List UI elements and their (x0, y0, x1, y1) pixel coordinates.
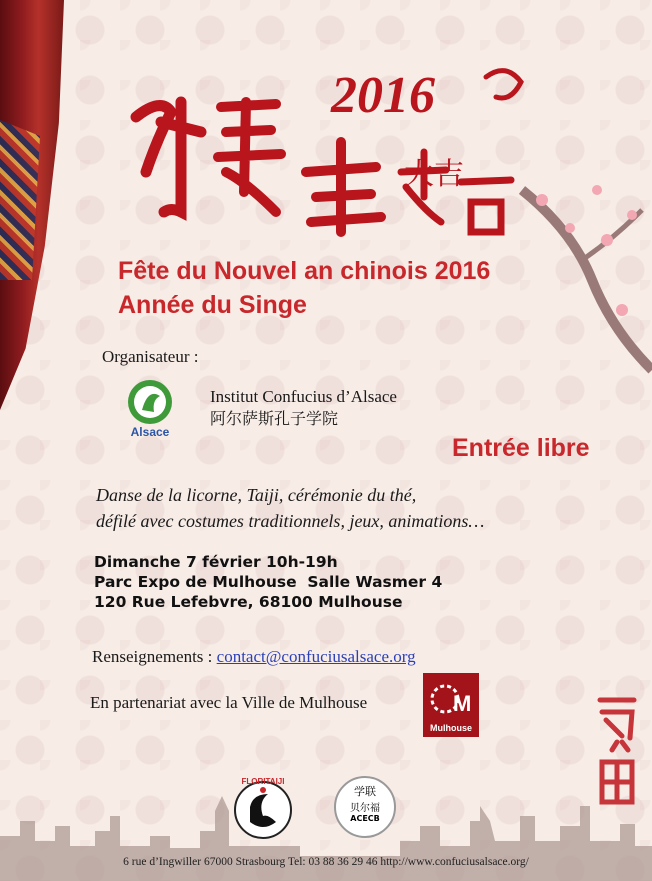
contact-info (92, 647, 416, 667)
confucius-institute-logo (118, 378, 182, 440)
activities-line2: défilé avec costumes traditionnels, jeux, animations… (96, 511, 485, 531)
event-title-line1: Fête du Nouvel an chinois 2016 (118, 257, 491, 285)
organizer-name-zh: 阿尔萨斯孔子学院 (210, 409, 339, 428)
event-title (118, 254, 490, 322)
entry-free-label: Entrée libre (452, 434, 590, 462)
event-details (94, 552, 442, 612)
footer-address: 6 rue d’Ingwiller 67000 Strasbourg Tel: 03 88 36 29 46 http://www.confuciusalsace.org/ (123, 856, 529, 868)
floritaiji-text: FLORITAIJI (241, 777, 285, 786)
acecb-en: ACECB (350, 814, 380, 823)
monkey-year-calligraphy (126, 62, 526, 237)
plum-blossom-branch-decoration (512, 170, 652, 380)
contact-label: Renseignements : (92, 647, 213, 666)
organizer-label: Organisateur : (102, 347, 199, 366)
event-address: 120 Rue Lefebvre, 68100 Mulhouse (94, 593, 403, 611)
mulhouse-gear-icon (423, 673, 479, 721)
organizer-name (210, 386, 397, 430)
mulhouse-logo-text: Mulhouse (430, 723, 472, 733)
svg-text:M: M (453, 691, 472, 716)
partner-text: En partenariat avec la Ville de Mulhouse (90, 693, 368, 712)
contact-email-link[interactable]: contact@confuciusalsace.org (216, 647, 416, 666)
activities-line1: Danse de la licorne, Taiji, cérémonie du thé, (96, 485, 417, 505)
mulhouse-logo (423, 673, 479, 737)
event-date: Dimanche 7 février 10h-19h (94, 553, 338, 571)
year-calligraphy-text: 2016 (331, 67, 435, 124)
chinese-greeting-text: 大吉 (404, 157, 464, 192)
acecb-logo (334, 776, 396, 838)
organizer-name-fr: Institut Confucius d’Alsace (210, 387, 397, 406)
event-title-line2: Année du Singe (118, 291, 307, 319)
event-venue: Parc Expo de Mulhouse Salle Wasmer 4 (94, 573, 443, 591)
floritaiji-logo (228, 772, 298, 842)
acecb-zh-line2: 贝尔福 (350, 803, 380, 814)
activities-description (96, 482, 484, 534)
logo-text: Alsace (130, 425, 170, 439)
acecb-zh-line1: 学联 (354, 785, 376, 798)
